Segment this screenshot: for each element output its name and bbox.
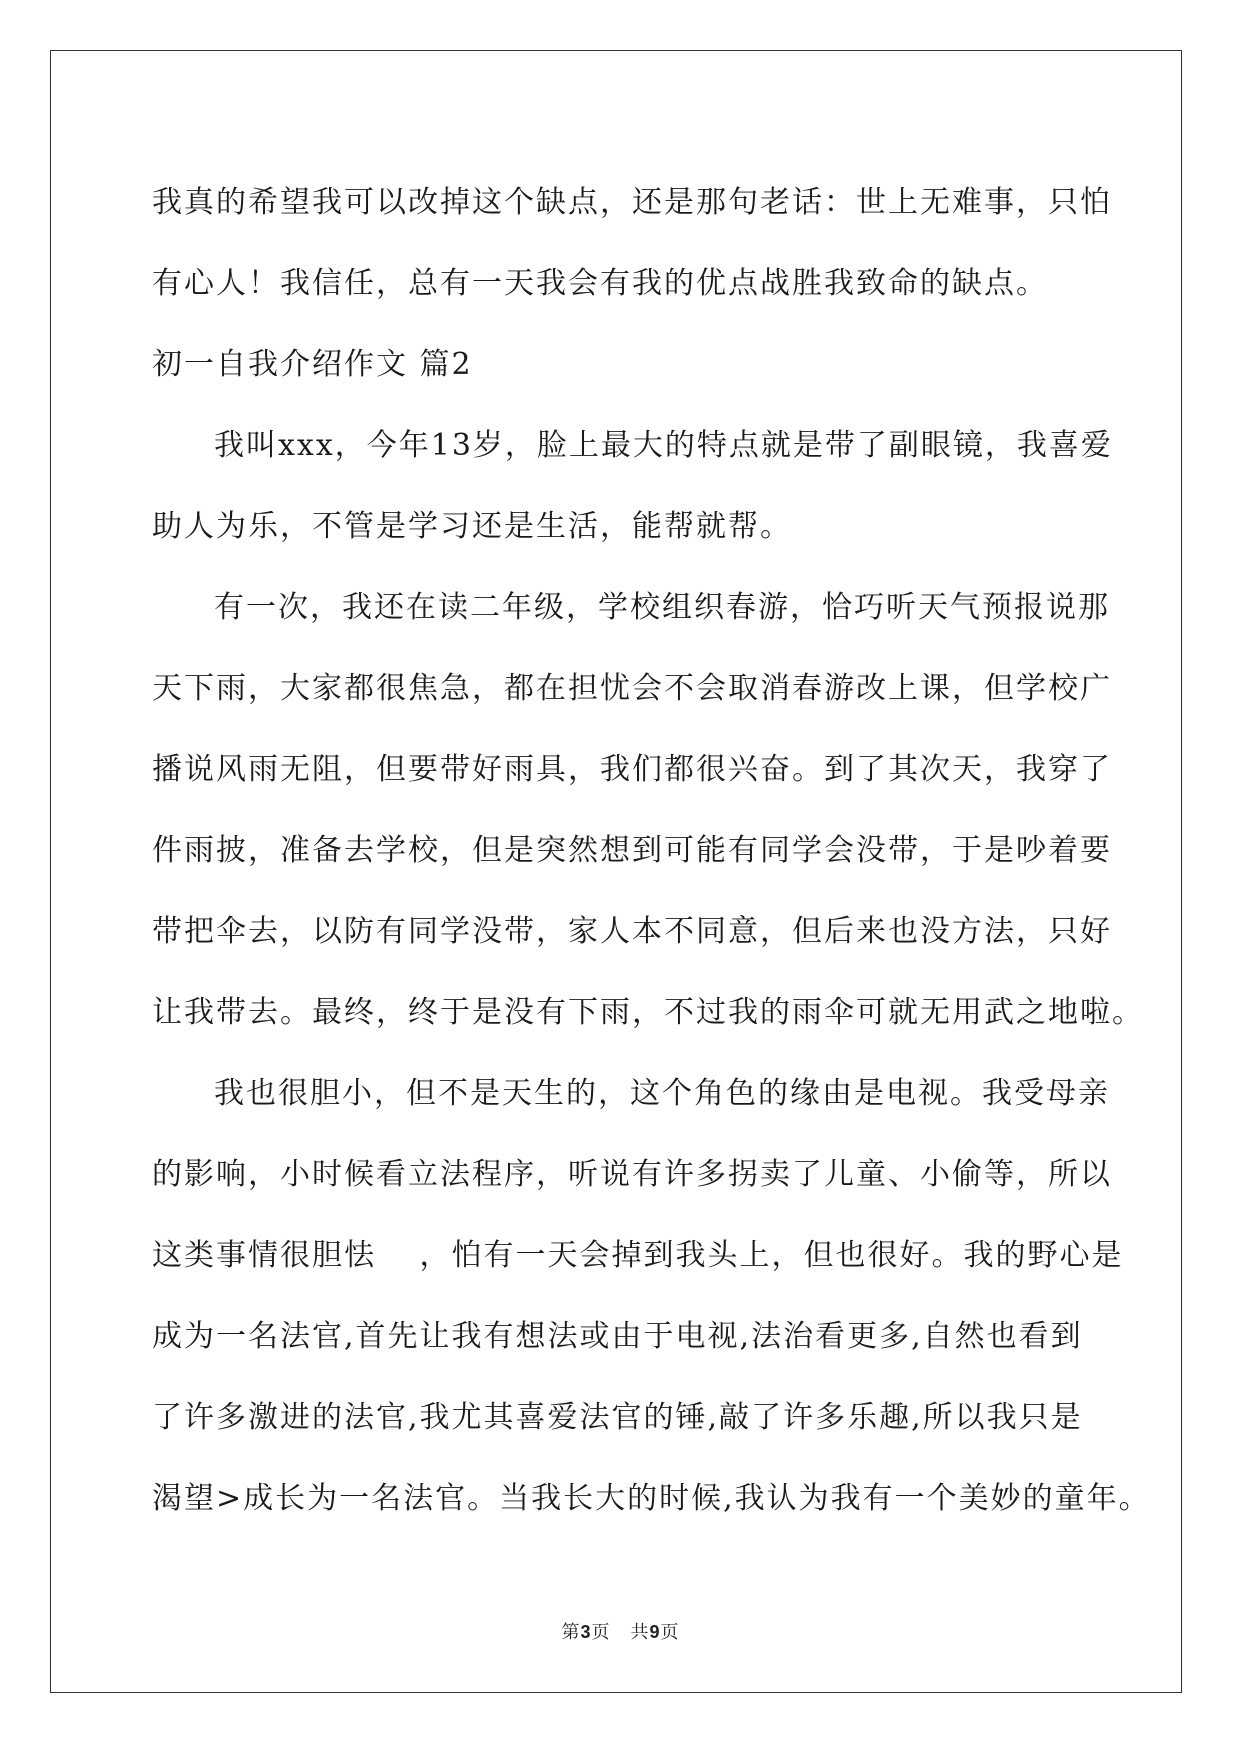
text-line: 了许多激进的法官,我尤其喜爱法官的锤,敲了许多乐趣,所以我只是 <box>152 1400 1083 1435</box>
total-unit: 页 <box>660 1622 680 1643</box>
text-line: 我真的希望我可以改掉这个缺点，还是那句老话：世上无难事，只怕 <box>152 185 1112 220</box>
text-line: 带把伞去，以防有同学没带，家人本不同意，但后来也没方法，只好 <box>152 914 1112 949</box>
text-line: 的影响，小时候看立法程序，听说有许多拐卖了儿童、小偷等，所以 <box>152 1157 1112 1192</box>
text-line: 件雨披，准备去学校，但是突然想到可能有同学会没带，于是吵着要 <box>152 833 1112 868</box>
text-line: 天下雨，大家都很焦急，都在担忧会不会取消春游改上课，但学校广 <box>152 671 1112 706</box>
section-heading: 初一自我介绍作文 篇2 <box>152 347 473 382</box>
text-line: 渴望>成长为一名法官。当我长大的时候,我认为我有一个美妙的童年。 <box>152 1481 1151 1516</box>
text-line: 让我带去。最终，终于是没有下雨，不过我的雨伞可就无用武之地啦。 <box>152 995 1144 1030</box>
paragraph-first-line: 我叫xxx，今年13岁，脸上最大的特点就是带了副眼镜，我喜爱 <box>214 428 1113 463</box>
page-prefix: 第 <box>561 1622 581 1643</box>
text-line: 有心人！我信任，总有一天我会有我的优点战胜我致命的缺点。 <box>152 266 1048 301</box>
text-line: 助人为乐，不管是学习还是生活，能帮就帮。 <box>152 509 792 544</box>
text-line: 这类事情很胆怯 ，怕有一天会掉到我头上，但也很好。我的野心是 <box>152 1238 1124 1273</box>
text-line: 播说风雨无阻，但要带好雨具，我们都很兴奋。到了其次天，我穿了 <box>152 752 1112 787</box>
page-unit: 页 <box>591 1622 611 1643</box>
page-total: 9 <box>649 1622 661 1642</box>
total-prefix: 共 <box>630 1622 650 1643</box>
paragraph-first-line: 有一次，我还在读二年级，学校组织春游，恰巧听天气预报说那 <box>214 590 1110 625</box>
document-body <box>152 162 1151 1539</box>
text-line: 成为一名法官,首先让我有想法或由于电视,法治看更多,自然也看到 <box>152 1319 1083 1354</box>
paragraph-first-line: 我也很胆小，但不是天生的，这个角色的缘由是电视。我受母亲 <box>214 1076 1110 1111</box>
page-current: 3 <box>580 1622 592 1642</box>
page-footer <box>0 1618 1241 1644</box>
